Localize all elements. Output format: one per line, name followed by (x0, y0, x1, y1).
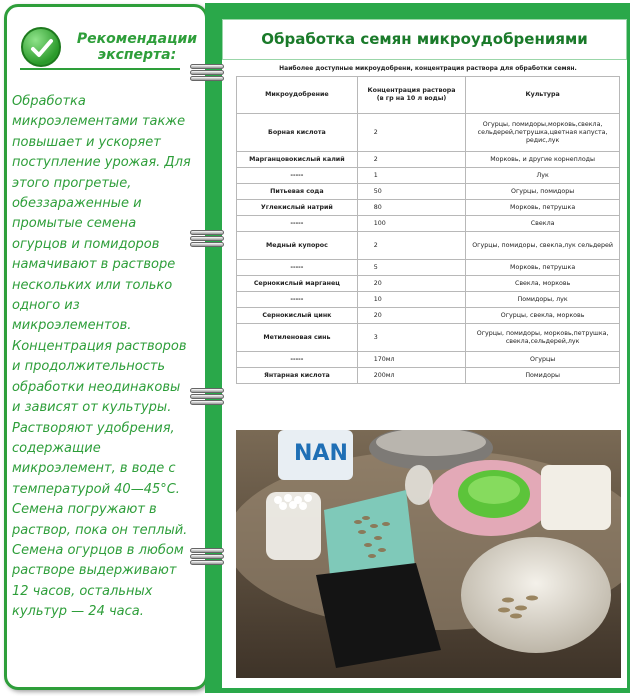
table-row (237, 292, 620, 308)
fertilizer-table (236, 76, 620, 384)
concentration: 20 (357, 308, 465, 324)
header-concentration-line1: Концентрация раствора (367, 87, 456, 94)
fertilizer-name: Марганцовокислый калий (237, 152, 358, 168)
fertilizer-name: ----- (237, 292, 358, 308)
spiral-ring-icon (190, 64, 224, 82)
table-row (237, 232, 620, 260)
concentration: 2 (357, 152, 465, 168)
table-row (237, 260, 620, 276)
expert-title (67, 31, 207, 63)
concentration: 5 (357, 260, 465, 276)
divider (20, 68, 180, 70)
table-row (237, 216, 620, 232)
table-row (237, 114, 620, 152)
towel (541, 465, 611, 530)
concentration: 50 (357, 184, 465, 200)
fertilizer-name: Сернокислый цинк (237, 308, 358, 324)
fertilizer-name: ----- (237, 260, 358, 276)
table-row (237, 168, 620, 184)
concentration: 20 (357, 276, 465, 292)
spiral-ring-icon (190, 230, 224, 248)
crop: Огурцы, свекла, морковь (466, 308, 620, 324)
crop: Огурцы, помидоры (466, 184, 620, 200)
seed-treatment-photo (236, 430, 621, 678)
table-row (237, 324, 620, 352)
concentration: 2 (357, 232, 465, 260)
expert-text: Обработка микроэлементами также повышает и ускоряет поступление урожая. Для этого прогретые, обеззараженные и промытые семена огурцов и помидоров намачивают в растворе нескольких или только одного из микроэлементов. Концентрация растворов и продолжительность обработки неодинаковы и зависят от культуры. Растворяют удобрения, содержащие микроэлемент, в воде с температурой 40—45°С. Семена погружают в раствор, пока он теплый. Семена огурцов в любом растворе выдерживают 12 часов, остальных культур — 24 часа. (12, 94, 191, 620)
concentration: 170мл (357, 352, 465, 368)
fertilizer-name: Сернокислый марганец (237, 276, 358, 292)
crop: Свекла, морковь (466, 276, 620, 292)
fertilizer-name: Углекислый натрий (237, 200, 358, 216)
page-title: Обработка семян микроудобрениями (261, 30, 588, 48)
fertilizer-name: ----- (237, 352, 358, 368)
table-row (237, 184, 620, 200)
concentration: 200мл (357, 368, 465, 384)
expert-title-line1: Рекомендации (76, 31, 198, 47)
fertilizer-name: Питьевая сода (237, 184, 358, 200)
concentration: 100 (357, 216, 465, 232)
fertilizer-name: ----- (237, 216, 358, 232)
crop: Огурцы, помидоры, свекла,лук сельдерей (466, 232, 620, 260)
crop: Огурцы, помидоры, морковь,петрушка, свекла,сельдерей,лук (466, 324, 620, 352)
table-header-row (237, 77, 620, 114)
crop: Огурцы (466, 352, 620, 368)
crop: Помидоры (466, 368, 620, 384)
table-caption: Наиболее доступные микроудобрени, концентрация раствора для обработки семян. (279, 65, 577, 72)
crop: Помидоры, лук (466, 292, 620, 308)
table-row (237, 352, 620, 368)
fertilizer-name: Янтарная кислота (237, 368, 358, 384)
checkmark-icon (21, 27, 61, 67)
can-label: NAN (294, 441, 348, 466)
concentration: 2 (357, 114, 465, 152)
spiral-ring-icon (190, 548, 224, 566)
fertilizer-name: Метиленовая синь (237, 324, 358, 352)
concentration: 1 (357, 168, 465, 184)
header-crop: Культура (466, 77, 620, 114)
header-concentration-line2: (в гр на 10 л воды) (376, 95, 447, 102)
table-row (237, 368, 620, 384)
crop: Морковь, и другие корнеплоды (466, 152, 620, 168)
header-box (222, 19, 627, 60)
fertilizer-name: Борная кислота (237, 114, 358, 152)
concentration: 80 (357, 200, 465, 216)
table-row (237, 308, 620, 324)
concentration: 3 (357, 324, 465, 352)
table-row (237, 200, 620, 216)
crop: Огурцы, помидоры,морковь,свекла, сельдерей,петрушка,цветная капуста, редис,лук (466, 114, 620, 152)
crop: Морковь, петрушка (466, 200, 620, 216)
table-row (237, 276, 620, 292)
white-bowl (461, 537, 611, 653)
expert-title-line2: эксперта: (97, 47, 177, 63)
header-concentration (357, 77, 465, 114)
crop: Свекла (466, 216, 620, 232)
fertilizer-name: Медный купорос (237, 232, 358, 260)
concentration: 10 (357, 292, 465, 308)
crop: Морковь, петрушка (466, 260, 620, 276)
crop: Лук (466, 168, 620, 184)
spiral-ring-icon (190, 388, 224, 406)
header-fertilizer: Микроудобрение (237, 77, 358, 114)
fertilizer-name: ----- (237, 168, 358, 184)
table-row (237, 152, 620, 168)
